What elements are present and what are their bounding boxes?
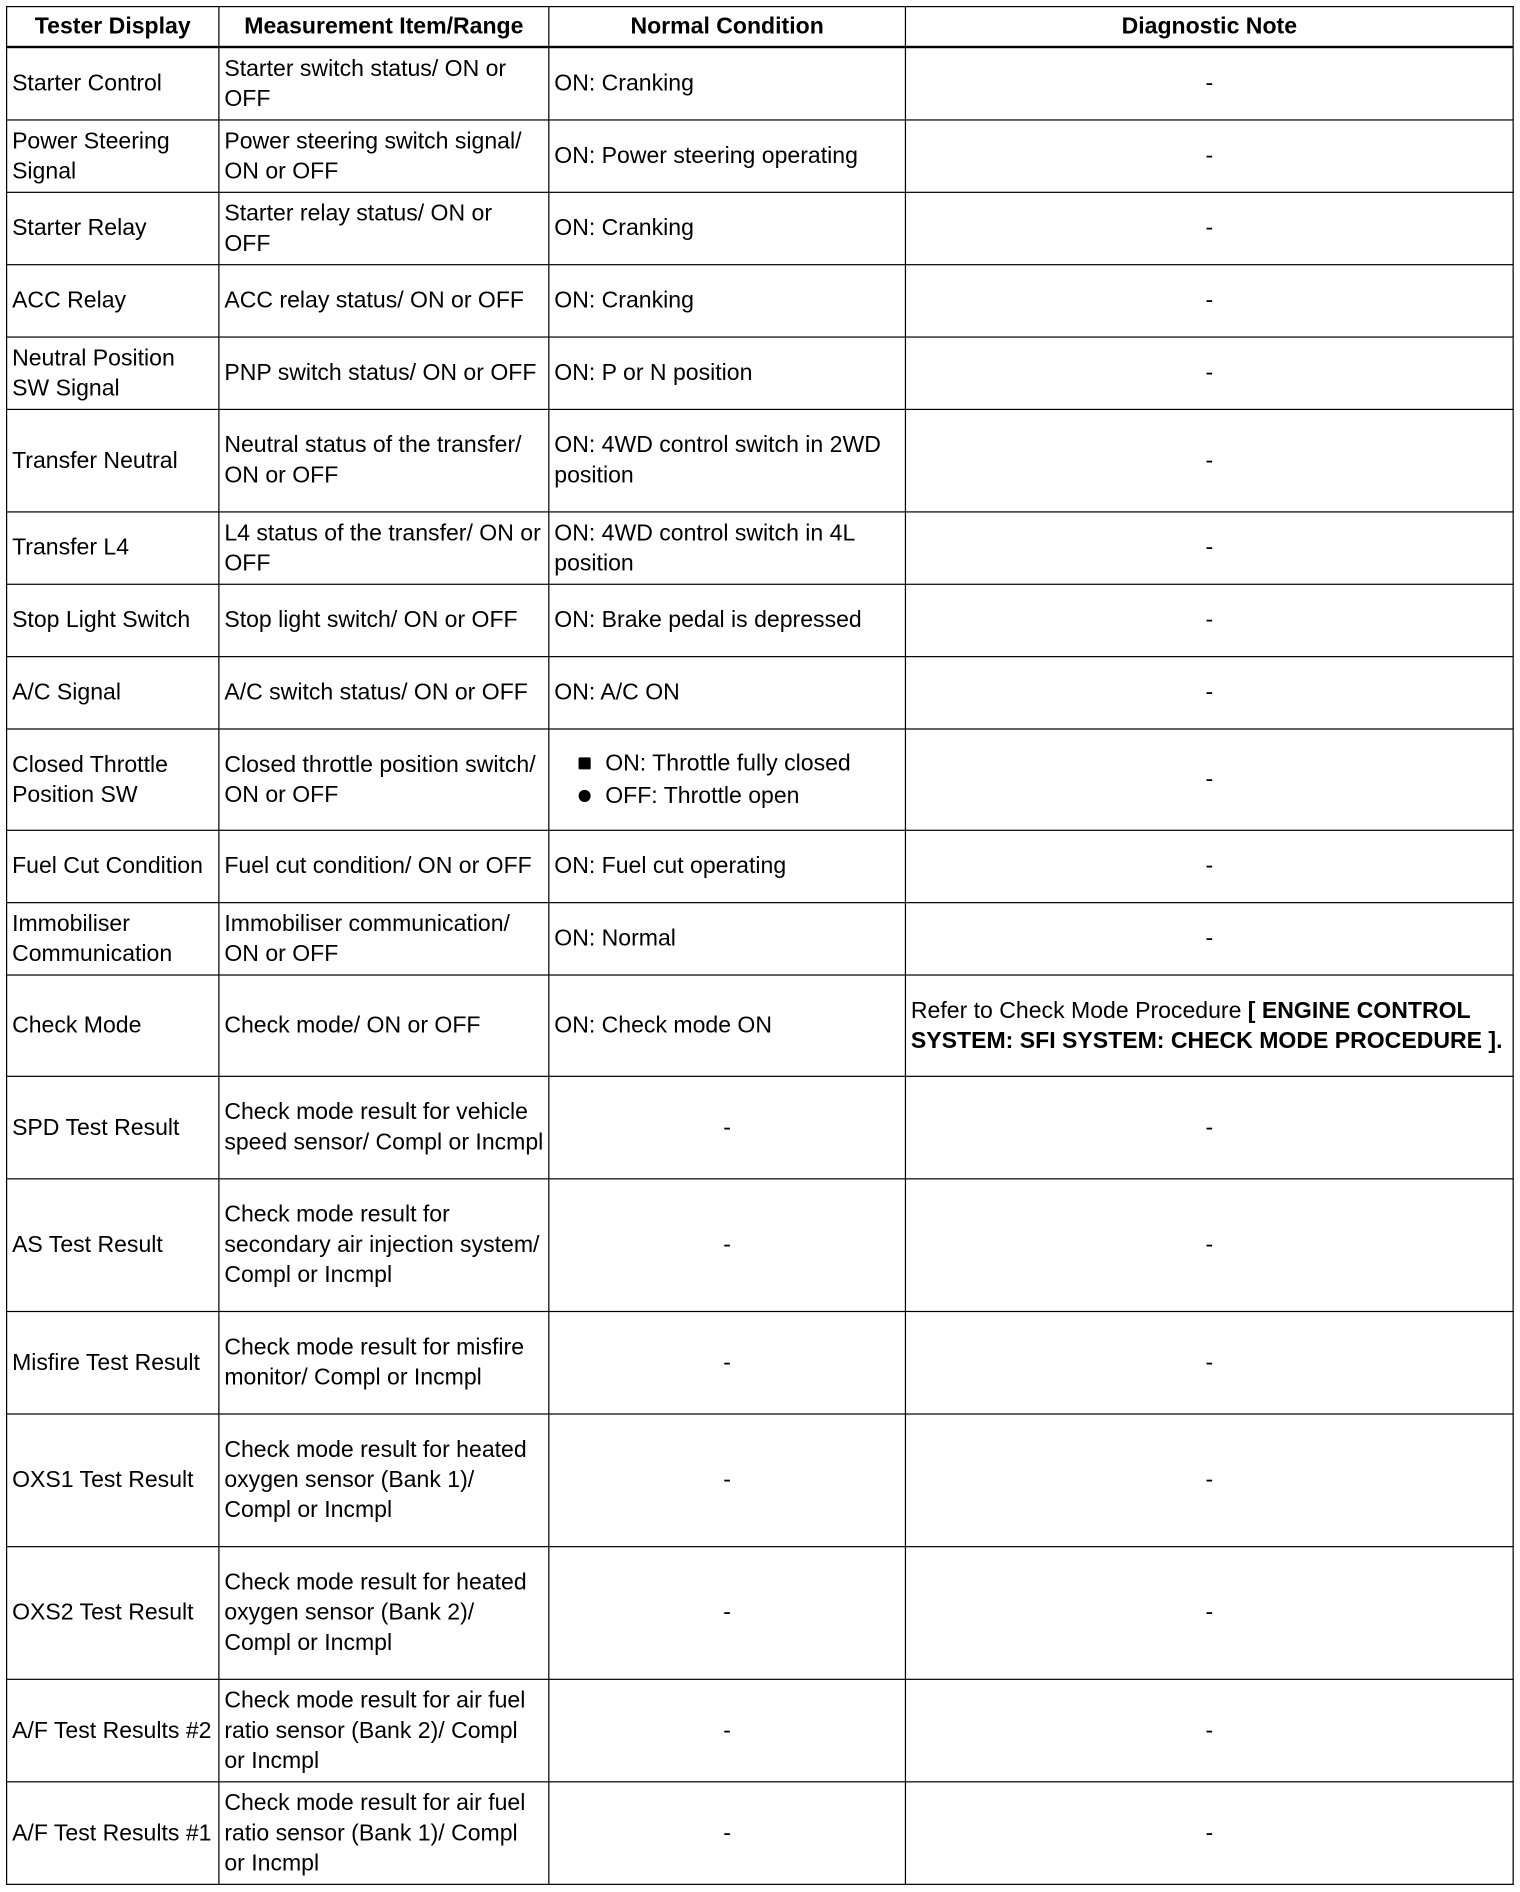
- note-text: Refer to Check Mode Procedure: [910, 997, 1248, 1024]
- table-row: [7, 1781, 1514, 1884]
- tester-display-cell: SPD Test Result: [7, 1076, 219, 1179]
- table-row: [7, 119, 1514, 191]
- diagnostic-note-cell: -: [905, 409, 1513, 512]
- table-row: [7, 728, 1514, 829]
- table-row: [7, 974, 1514, 1075]
- table-row: [7, 1178, 1514, 1311]
- normal-condition-cell: ON: Normal: [549, 902, 906, 974]
- table-row: [7, 1311, 1514, 1414]
- measurement-cell: Neutral status of the transfer/ ON or OFF: [219, 409, 549, 512]
- table-row: [7, 1679, 1514, 1782]
- header-row: [7, 7, 1514, 47]
- diagnostic-note-cell: -: [905, 1413, 1513, 1546]
- table-row: [7, 656, 1514, 728]
- tester-display-cell: Transfer Neutral: [7, 409, 219, 512]
- tester-display-cell: AS Test Result: [7, 1178, 219, 1311]
- list-item: [574, 780, 900, 813]
- diagnostic-note-cell: -: [905, 1781, 1513, 1884]
- diagnostic-table: [6, 6, 1514, 1884]
- normal-condition-cell: -: [549, 1076, 906, 1179]
- measurement-cell: A/C switch status/ ON or OFF: [219, 656, 549, 728]
- normal-condition-cell: ON: 4WD control switch in 2WD position: [549, 409, 906, 512]
- tester-display-cell: Starter Relay: [7, 192, 219, 264]
- tester-display-cell: Starter Control: [7, 47, 219, 119]
- measurement-cell: Check mode result for air fuel ratio sensor (Bank 1)/ Compl or Incmpl: [219, 1781, 549, 1884]
- table-row: [7, 192, 1514, 264]
- normal-condition-cell: ON: Fuel cut operating: [549, 830, 906, 902]
- tester-display-cell: Closed Throttle Position SW: [7, 728, 219, 829]
- normal-condition-cell: -: [549, 1178, 906, 1311]
- diagnostic-note-cell: -: [905, 584, 1513, 656]
- normal-condition-cell: -: [549, 1311, 906, 1414]
- diagnostic-note-cell: -: [905, 656, 1513, 728]
- circle-bullet-icon: [579, 789, 591, 801]
- list-item-text: OFF: Throttle open: [605, 783, 800, 809]
- diagnostic-note-cell: -: [905, 902, 1513, 974]
- page: [6, 6, 1514, 1884]
- diagnostic-note-cell: -: [905, 264, 1513, 336]
- diagnostic-note-cell: -: [905, 830, 1513, 902]
- measurement-cell: Check mode result for heated oxygen sensor (Bank 1)/ Compl or Incmpl: [219, 1413, 549, 1546]
- measurement-cell: ACC relay status/ ON or OFF: [219, 264, 549, 336]
- procedure-reference-link[interactable]: [ ENGINE CONTROL SYSTEM: SFI SYSTEM: CHECK MODE PROCEDURE ].: [910, 997, 1503, 1054]
- measurement-cell: Check mode/ ON or OFF: [219, 974, 549, 1075]
- square-bullet-icon: [579, 757, 591, 769]
- diagnostic-note-cell: -: [905, 47, 1513, 119]
- normal-condition-cell: -: [549, 1413, 906, 1546]
- measurement-cell: Check mode result for vehicle speed sensor/ Compl or Incmpl: [219, 1076, 549, 1179]
- tester-display-cell: OXS2 Test Result: [7, 1546, 219, 1679]
- table-row: [7, 1413, 1514, 1546]
- measurement-cell: Check mode result for heated oxygen sensor (Bank 2)/ Compl or Incmpl: [219, 1546, 549, 1679]
- measurement-cell: Check mode result for air fuel ratio sensor (Bank 2)/ Compl or Incmpl: [219, 1679, 549, 1782]
- normal-condition-cell: [549, 728, 906, 829]
- measurement-cell: Closed throttle position switch/ ON or OFF: [219, 728, 549, 829]
- measurement-cell: Check mode result for secondary air injection system/ Compl or Incmpl: [219, 1178, 549, 1311]
- diagnostic-note-cell: [905, 974, 1513, 1075]
- normal-condition-cell: ON: P or N position: [549, 336, 906, 408]
- tester-display-cell: Fuel Cut Condition: [7, 830, 219, 902]
- table-row: [7, 1546, 1514, 1679]
- normal-condition-cell: -: [549, 1781, 906, 1884]
- measurement-cell: L4 status of the transfer/ ON or OFF: [219, 511, 549, 583]
- diagnostic-note-cell: -: [905, 728, 1513, 829]
- measurement-cell: Fuel cut condition/ ON or OFF: [219, 830, 549, 902]
- tester-display-cell: Transfer L4: [7, 511, 219, 583]
- measurement-cell: Stop light switch/ ON or OFF: [219, 584, 549, 656]
- normal-condition-cell: ON: Cranking: [549, 264, 906, 336]
- list-item-text: ON: Throttle fully closed: [605, 750, 851, 777]
- header-measurement-item: Measurement Item/Range: [219, 7, 549, 47]
- tester-display-cell: Stop Light Switch: [7, 584, 219, 656]
- normal-condition-cell: ON: Power steering operating: [549, 119, 906, 191]
- tester-display-cell: A/C Signal: [7, 656, 219, 728]
- tester-display-cell: A/F Test Results #2: [7, 1679, 219, 1782]
- measurement-cell: PNP switch status/ ON or OFF: [219, 336, 549, 408]
- diagnostic-note-cell: -: [905, 511, 1513, 583]
- diagnostic-note-cell: -: [905, 1178, 1513, 1311]
- tester-display-cell: ACC Relay: [7, 264, 219, 336]
- measurement-cell: Starter switch status/ ON or OFF: [219, 47, 549, 119]
- table-row: [7, 336, 1514, 408]
- normal-condition-cell: -: [549, 1546, 906, 1679]
- normal-condition-cell: ON: Check mode ON: [549, 974, 906, 1075]
- tester-display-cell: Misfire Test Result: [7, 1311, 219, 1414]
- diagnostic-note-cell: -: [905, 119, 1513, 191]
- measurement-cell: Check mode result for misfire monitor/ Compl or Incmpl: [219, 1311, 549, 1414]
- normal-condition-cell: ON: Cranking: [549, 47, 906, 119]
- diagnostic-note-cell: -: [905, 1311, 1513, 1414]
- diagnostic-note-cell: -: [905, 1076, 1513, 1179]
- table-row: [7, 584, 1514, 656]
- tester-display-cell: A/F Test Results #1: [7, 1781, 219, 1884]
- tester-display-cell: Immobiliser Communication: [7, 902, 219, 974]
- table-row: [7, 409, 1514, 512]
- normal-condition-list: [554, 747, 900, 812]
- measurement-cell: Starter relay status/ ON or OFF: [219, 192, 549, 264]
- header-diagnostic-note: Diagnostic Note: [905, 7, 1513, 47]
- normal-condition-cell: ON: Cranking: [549, 192, 906, 264]
- diagnostic-note-cell: -: [905, 1546, 1513, 1679]
- measurement-cell: Power steering switch signal/ ON or OFF: [219, 119, 549, 191]
- table-row: [7, 47, 1514, 119]
- table-row: [7, 511, 1514, 583]
- tester-display-cell: Power Steering Signal: [7, 119, 219, 191]
- tester-display-cell: Check Mode: [7, 974, 219, 1075]
- diagnostic-note-cell: -: [905, 192, 1513, 264]
- diagnostic-note-cell: -: [905, 336, 1513, 408]
- table-row: [7, 264, 1514, 336]
- normal-condition-cell: ON: Brake pedal is depressed: [549, 584, 906, 656]
- table-row: [7, 1076, 1514, 1179]
- normal-condition-cell: ON: A/C ON: [549, 656, 906, 728]
- header-tester-display: Tester Display: [7, 7, 219, 47]
- tester-display-cell: Neutral Position SW Signal: [7, 336, 219, 408]
- diagnostic-note-cell: -: [905, 1679, 1513, 1782]
- normal-condition-cell: ON: 4WD control switch in 4L position: [549, 511, 906, 583]
- table-row: [7, 902, 1514, 974]
- normal-condition-cell: -: [549, 1679, 906, 1782]
- list-item: [574, 747, 900, 780]
- table-row: [7, 830, 1514, 902]
- header-normal-condition: Normal Condition: [549, 7, 906, 47]
- measurement-cell: Immobiliser communication/ ON or OFF: [219, 902, 549, 974]
- tester-display-cell: OXS1 Test Result: [7, 1413, 219, 1546]
